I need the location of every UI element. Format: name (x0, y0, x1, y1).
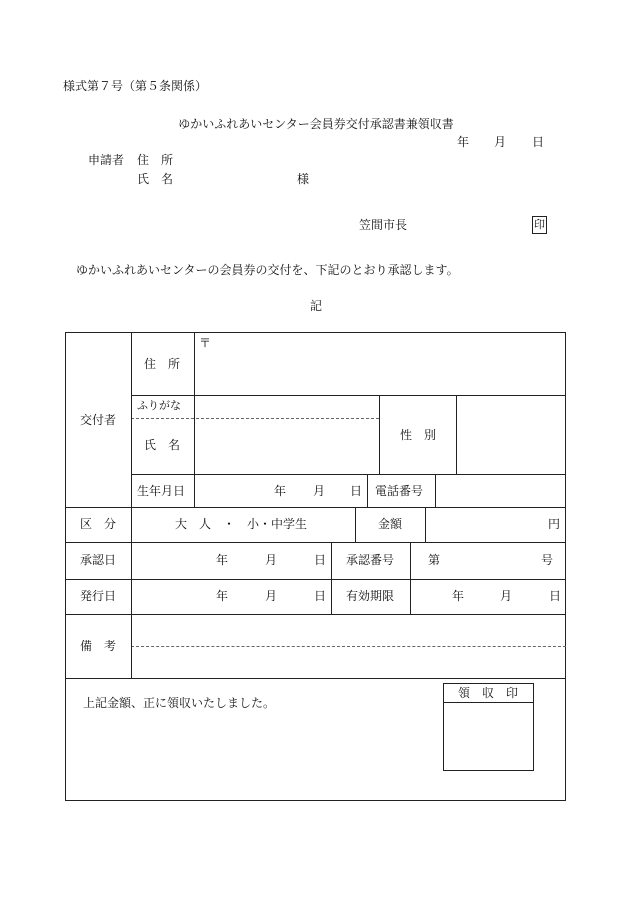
postal-mark: 〒 (199, 336, 212, 350)
issuer-name: 笠間市長 (359, 218, 408, 232)
receipt-stamp-label: 領 収 印 (457, 686, 519, 700)
remarks-label: 備 考 (79, 639, 117, 653)
validity-year: 年 (452, 589, 465, 603)
col-line (425, 507, 426, 542)
address-label: 住 所 (144, 357, 181, 371)
phone-label: 電話番号 (375, 484, 424, 498)
row-line (131, 395, 566, 396)
validity-day: 日 (549, 589, 562, 603)
validity-month: 月 (500, 589, 513, 603)
form-number: 様式第７号（第５条関係） (63, 79, 208, 93)
birthdate-label: 生年月日 (137, 484, 186, 498)
col-line (367, 474, 368, 507)
birth-day: 日 (350, 484, 363, 498)
seal-mark: 印 (532, 216, 547, 234)
row-line (131, 474, 566, 475)
birth-year: 年 (274, 484, 287, 498)
recipient-label: 交付者 (79, 413, 117, 427)
col-line (435, 474, 436, 507)
name-label: 氏 名 (144, 438, 181, 452)
issue-date-label: 発行日 (79, 589, 117, 603)
birth-month: 月 (313, 484, 326, 498)
issue-month: 月 (265, 589, 278, 603)
gender-label: 性 別 (399, 428, 437, 442)
issue-year: 年 (216, 589, 229, 603)
row-line (65, 507, 566, 508)
receipt-text: 上記金額、正に領収いたしました。 (83, 696, 276, 710)
col-line (355, 507, 356, 542)
applicant-name-label: 氏 名 (137, 172, 174, 186)
header-date-month: 月 (494, 135, 507, 149)
row-line (65, 614, 566, 615)
honorific: 様 (297, 172, 310, 186)
approval-day: 日 (314, 553, 327, 567)
col-line (194, 332, 195, 507)
header-date-year: 年 (457, 135, 470, 149)
header-date-day: 日 (532, 135, 545, 149)
remarks-divider (131, 646, 566, 647)
col-line (456, 395, 457, 474)
row-line (65, 678, 566, 679)
document-title: ゆかいふれあいセンター会員券交付承認書兼領収書 (178, 117, 454, 131)
category-value: 大 人 ・ 小・中学生 (175, 517, 308, 531)
col-line (410, 542, 411, 614)
approval-number-label: 承認番号 (345, 553, 395, 567)
approval-month: 月 (265, 553, 278, 567)
furigana-divider (131, 418, 379, 419)
applicant-address-label: 住 所 (137, 153, 174, 167)
ki-mark: 記 (309, 299, 323, 313)
stamp-box-divider (443, 702, 534, 703)
approval-date-label: 承認日 (79, 553, 117, 567)
amount-label: 金額 (377, 517, 403, 531)
number-suffix: 号 (541, 553, 554, 567)
furigana-label: ふりがな (137, 399, 181, 412)
row-line (65, 542, 566, 543)
col-line (331, 542, 332, 614)
issue-day: 日 (314, 589, 327, 603)
category-label: 区 分 (79, 517, 117, 531)
approval-year: 年 (216, 553, 229, 567)
number-prefix: 第 (428, 553, 441, 567)
validity-label: 有効期限 (345, 589, 395, 603)
applicant-label: 申請者 (88, 153, 125, 167)
approval-statement: ゆかいふれあいセンターの会員券の交付を、下記のとおり承認します。 (76, 263, 459, 277)
col-line (379, 395, 380, 474)
yen-unit: 円 (548, 517, 561, 531)
row-line (65, 579, 566, 580)
col-line (131, 332, 132, 678)
